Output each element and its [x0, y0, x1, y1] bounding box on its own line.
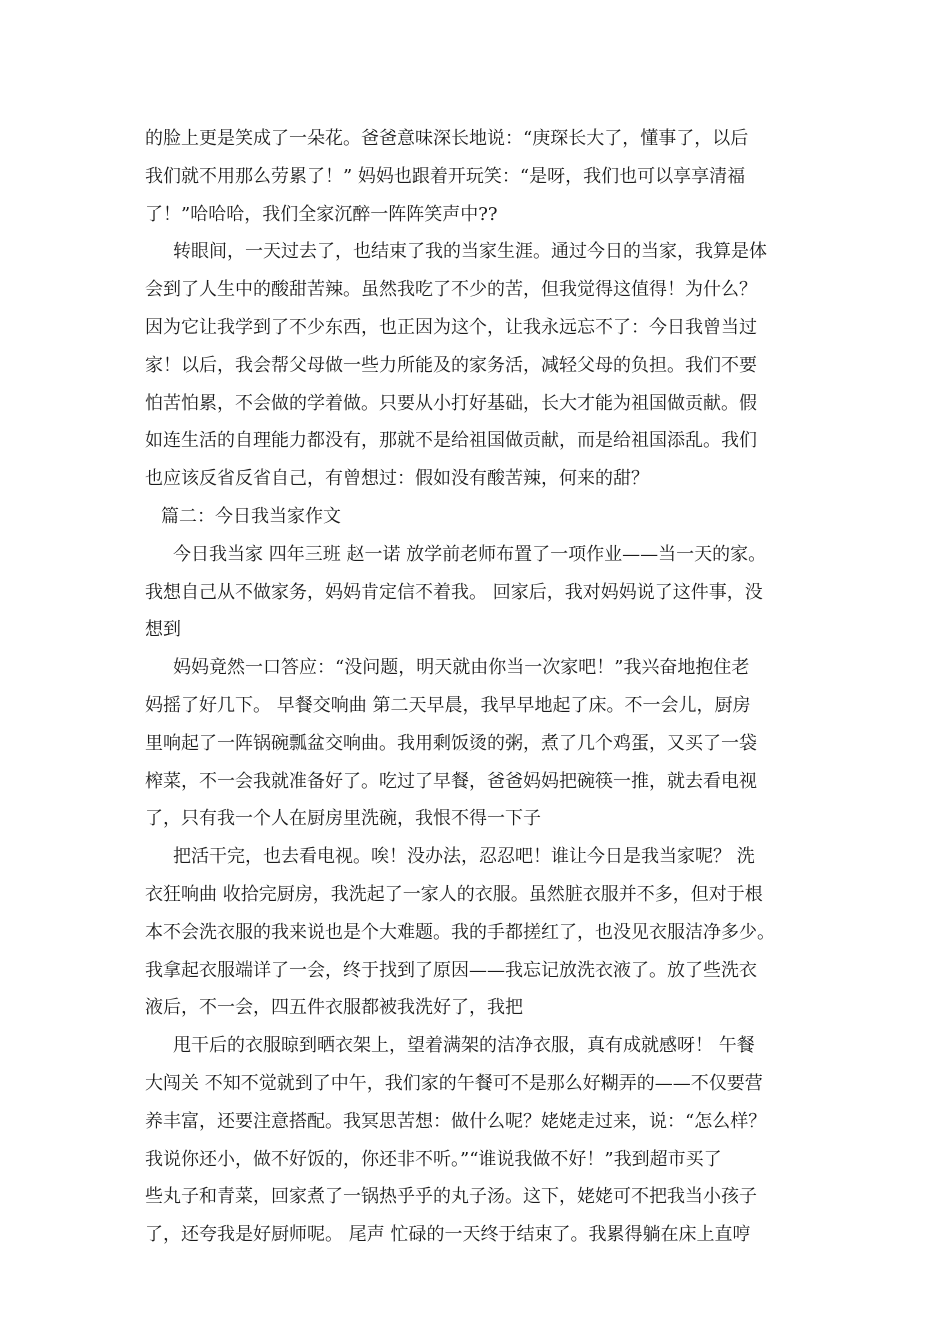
- text-line: 我拿起衣服端详了一会，终于找到了原因——我忘记放洗衣液了。放了些洗衣: [145, 959, 757, 981]
- paragraph-start-line: 转眼间，一天过去了，也结束了我的当家生涯。通过今日的当家，我算是体: [173, 241, 767, 263]
- text-line: 我说你还小，做不好饭的，你还非不听。”“谁说我做不好！”我到超市买了: [145, 1148, 722, 1170]
- text-line: 养丰富，还要注意搭配。我冥思苦想：做什么呢？姥姥走过来，说：“怎么样？: [145, 1110, 767, 1132]
- text-line: 如连生活的自理能力都没有，那就不是给祖国做贡献，而是给祖国添乱。我们: [145, 430, 757, 452]
- text-line: 些丸子和青菜，回家煮了一锅热乎乎的丸子汤。这下，姥姥可不把我当小孩子: [145, 1186, 757, 1208]
- text-line: 的脸上更是笑成了一朵花。爸爸意味深长地说：“庚琛长大了，懂事了，以后: [145, 128, 749, 149]
- text-line: 了，还夸我是好厨师呢。 尾声 忙碌的一天终于结束了。我累得躺在床上直哼: [145, 1224, 751, 1246]
- paragraph-start-line: 甩干后的衣服晾到晒衣架上，望着满架的洁净衣服，真有成就感呀！ 午餐: [173, 1035, 755, 1057]
- document-body: [145, 120, 815, 1254]
- text-line: 我们就不用那么劳累了！” 妈妈也跟着开玩笑：“是呀，我们也可以享享清福: [145, 165, 746, 187]
- text-line: 了！”哈哈哈，我们全家沉醉一阵阵笑声中??: [145, 203, 498, 225]
- text-line: 因为它让我学到了不少东西，也正因为这个，让我永远忘不了：今日我曾当过: [145, 316, 757, 338]
- text-line: 妈摇了好几下。 早餐交响曲 第二天早晨，我早早地起了床。不一会儿，厨房: [145, 694, 751, 716]
- text-line: 衣狂响曲 收拾完厨房，我洗起了一家人的衣服。虽然脏衣服并不多，但对于根: [145, 883, 763, 905]
- text-line: 我想自己从不做家务，妈妈肯定信不着我。 回家后，我对妈妈说了这件事，没: [145, 581, 763, 603]
- section-heading: 篇二：今日我当家作文: [161, 505, 341, 527]
- text-line: 想到: [145, 619, 181, 641]
- text-line: 本不会洗衣服的我来说也是个大难题。我的手都搓红了，也没见衣服洁净多少。: [145, 921, 775, 943]
- paragraph-start-line: 今日我当家 四年三班 赵一诺 放学前老师布置了一项作业——当一天的家。: [173, 543, 767, 565]
- text-line: 怕苦怕累，不会做的学着做。只要从小打好基础，长大才能为祖国做贡献。假: [145, 392, 757, 414]
- text-line: 了，只有我一个人在厨房里洗碗，我恨不得一下子: [145, 808, 541, 830]
- paragraph-start-line: 妈妈竟然一口答应：“没问题，明天就由你当一次家吧！”我兴奋地抱住老: [173, 657, 750, 679]
- text-line: 也应该反省反省自己，有曾想过：假如没有酸苦辣，何来的甜？: [145, 468, 649, 490]
- text-line: 榨菜，不一会我就准备好了。吃过了早餐，爸爸妈妈把碗筷一推，就去看电视: [145, 770, 757, 792]
- text-line: 大闯关 不知不觉就到了中午，我们家的午餐可不是那么好糊弄的——不仅要营: [145, 1072, 763, 1094]
- text-line: 里响起了一阵锅碗瓢盆交响曲。我用剩饭烫的粥，煮了几个鸡蛋，又买了一袋: [145, 732, 757, 754]
- paragraph-start-line: 把活干完，也去看电视。唉！没办法，忍忍吧！谁让今日是我当家呢？ 洗: [173, 846, 755, 868]
- text-line: 液后，不一会，四五件衣服都被我洗好了，我把: [145, 997, 523, 1019]
- text-line: 会到了人生中的酸甜苦辣。虽然我吃了不少的苦，但我觉得这值得！为什么？: [145, 279, 757, 301]
- text-line: 家！以后，我会帮父母做一些力所能及的家务活，减轻父母的负担。我们不要: [145, 354, 757, 376]
